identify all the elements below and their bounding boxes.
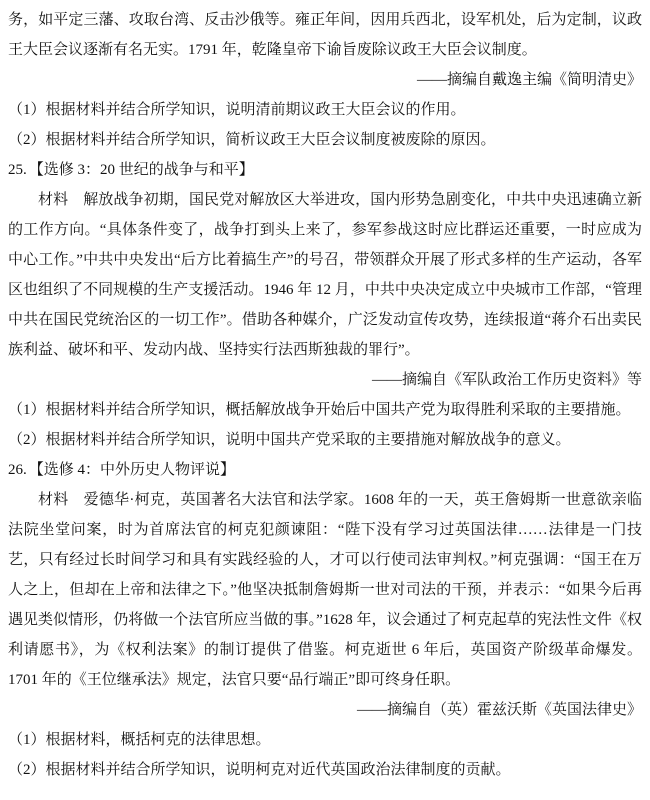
question-24-material-tail: 务，如平定三藩、攻取台湾、反击沙俄等。雍正年间，因用兵西北，设军机处，后为定制，议政王大臣会议逐渐有名无实。1791 年，乾隆皇帝下谕旨废除议政王大臣会议制度。 — [8, 12, 642, 58]
question-25-number: 25. — [8, 162, 27, 178]
question-24-source-attribution: ——摘编自戴逸主编《简明清史》 — [416, 72, 642, 88]
question-26-title: 【选修 4：中外历史人物评说】 — [28, 462, 236, 478]
question-25-material-text: 解放战争初期，国民党对解放区大举进攻，国内形势急剧变化，中共中央迅速确立新的工作方向。“具体条件变了，战争打到头上来了，参军参战这时应比群运还重要，一时应成为中心工作。”中共中央发出“后方比着搞生产”的号召，带领群众开展了形式多样的生产运动，各军区也组织了不同规模的生产支援活动。1946 年 12 月，中共中央决定成立中央城市工作部，“管理中共在国民党统治区的一切工作”。借助各种媒介，广泛发动宣传攻势，连续报道“蒋介石出卖民族利益、破坏和平、发动内战、坚持实行法西斯独裁的罪行”。 — [8, 192, 642, 358]
question-25-source-attribution: ——摘编自《军队政治工作历史资料》等 — [371, 372, 642, 388]
question-25-title: 【选修 3：20 世纪的战争与和平】 — [28, 162, 254, 178]
question-25-header — [8, 155, 642, 185]
question-25-sub-question-1: （1）根据材料并结合所学知识，概括解放战争开始后中国共产党为取得胜利采取的主要措施。 — [8, 402, 631, 418]
question-24-sub-question-2: （2）根据材料并结合所学知识，简析议政王大臣会议制度被废除的原因。 — [8, 132, 496, 148]
question-26 — [8, 455, 642, 785]
question-25-material — [8, 185, 642, 365]
question-25-sub-question-2: （2）根据材料并结合所学知识，说明中国共产党采取的主要措施对解放战争的意义。 — [8, 432, 571, 448]
question-25-material-label: 材料 — [38, 192, 69, 208]
question-24-sub-question-1: （1）根据材料并结合所学知识，说明清前期议政王大臣会议的作用。 — [8, 102, 466, 118]
question-26-sub-question-1: （1）根据材料，概括柯克的法律思想。 — [8, 732, 271, 748]
question-26-material-text: 爱德华·柯克，英国著名大法官和法学家。1608 年的一天，英王詹姆斯一世意欲亲临法院坐堂问案，时为首席法官的柯克犯颜谏阻：“陛下没有学习过英国法律……法律是一门技艺，只有经过长时间学习和具有实践经验的人，才可以行使司法审判权。”柯克强调：“国王在万人之上，但却在上帝和法律之下。”他坚决抵制詹姆斯一世对司法的干预，并表示：“如果今后再遇见类似情形，仍将做一个法官所应当做的事。”1628 年，议会通过了柯克起草的宪法性文件《权利请愿书》，为《权利法案》的制订提供了借鉴。柯克逝世 6 年后，英国资产阶级革命爆发。1701 年的《王位继承法》规定，法官只要“品行端正”即可终身任职。 — [8, 492, 642, 688]
question-26-material-label: 材料 — [38, 492, 69, 508]
question-24-continuation — [8, 5, 642, 155]
question-26-material — [8, 485, 642, 695]
question-26-number: 26. — [8, 462, 27, 478]
question-26-source-attribution: ——摘编自（英）霍兹沃斯《英国法律史》 — [356, 702, 642, 718]
question-26-sub-question-2: （2）根据材料并结合所学知识，说明柯克对近代英国政治法律制度的贡献。 — [8, 762, 511, 778]
question-25 — [8, 155, 642, 455]
question-26-header — [8, 455, 642, 485]
